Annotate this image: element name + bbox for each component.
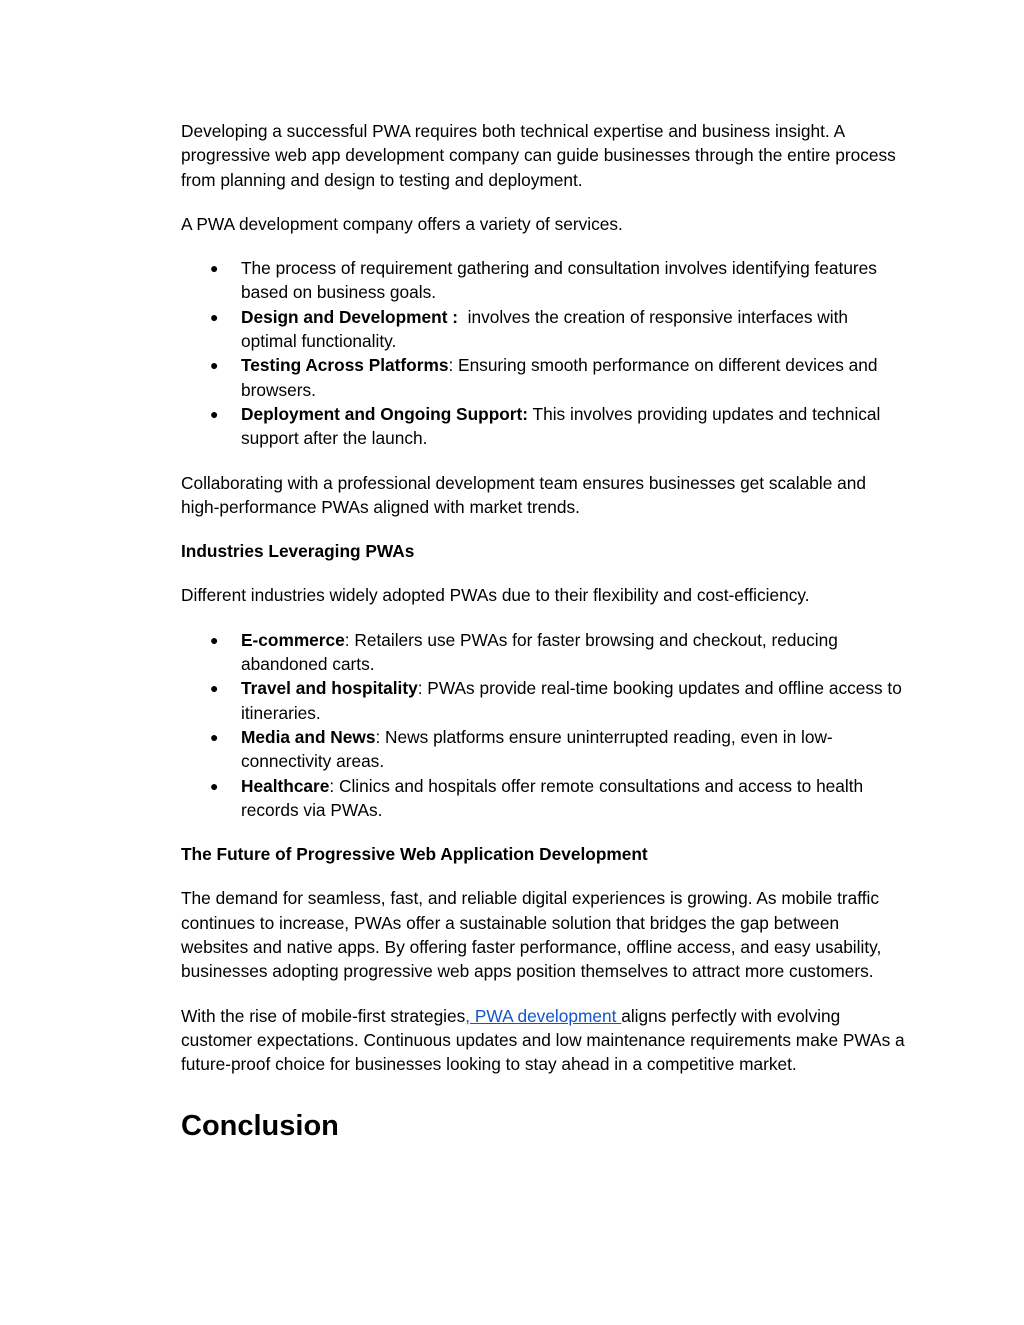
bullet-icon: ●	[210, 777, 219, 794]
collab-paragraph: Collaborating with a professional development team ensures businesses get scalable and high-performance PWAs aligned with market trends.	[181, 472, 866, 517]
intro-paragraph: Developing a successful PWA requires both technical expertise and business insight. A progressive web app development company can guide businesses through the entire process from planning and design to testing and deployment.	[181, 121, 896, 190]
conclusion-heading: Conclusion	[181, 1109, 339, 1142]
list-item-text: : Ensuring smooth performance on different devices and browsers.	[241, 355, 878, 400]
list-item-text: This involves providing updates and technical support after the launch.	[241, 403, 881, 449]
list-item-text: : News platforms ensure uninterrupted reading, even in low-connectivity areas.	[241, 726, 833, 772]
list-item-title: Design and Development :	[241, 306, 459, 327]
list-item	[181, 305, 905, 354]
bullet-icon: ●	[210, 631, 219, 648]
list-item-title: Travel and hospitality	[241, 678, 418, 699]
future-paragraph-link	[181, 1004, 905, 1077]
industries-intro: Different industries widely adopted PWAs due to their flexibility and cost-efficiency.	[181, 585, 810, 606]
list-item-title: Testing Across Platforms	[241, 355, 449, 376]
industries-list	[181, 628, 905, 822]
list-item-title: Media and News	[241, 726, 376, 747]
future-paragraph: The demand for seamless, fast, and reliable digital experiences is growing. As mobile traffic continues to increase, PWAs offer a sustainable solution that bridges the gap between websites and native apps. By offering faster performance, offline access, and easy usability, businesses adopting progressive web apps position themselves to attract more customers.	[181, 888, 882, 982]
list-item	[181, 725, 905, 774]
list-item	[181, 402, 905, 451]
list-item-text: : PWAs provide real-time booking updates and offline access to itineraries.	[241, 678, 902, 723]
list-item-title: Healthcare	[241, 775, 330, 796]
bullet-icon: ●	[210, 728, 219, 745]
industries-heading: Industries Leveraging PWAs	[181, 541, 415, 562]
list-item	[181, 628, 905, 677]
pwa-development-link[interactable]: , PWA development	[465, 1005, 622, 1026]
bullet-icon: ●	[210, 405, 219, 422]
paragraph-text: aligns perfectly with evolving customer expectations. Continuous updates and low maintenance requirements make PWAs a future-proof choice for businesses looking to stay ahead in a competitive market.	[181, 1005, 905, 1075]
bullet-icon: ●	[210, 357, 219, 374]
list-item	[181, 256, 905, 305]
list-item-title: Deployment and Ongoing Support:	[241, 403, 529, 424]
bullet-icon: ●	[210, 680, 219, 697]
list-item	[181, 774, 905, 823]
list-item-text: involves the creation of responsive interfaces with optimal functionality.	[241, 306, 853, 352]
list-item	[181, 353, 905, 402]
list-item-title: E-commerce	[241, 629, 345, 650]
list-item-text: : Retailers use PWAs for faster browsing and checkout, reducing abandoned carts.	[241, 629, 838, 675]
bullet-icon: ●	[210, 308, 219, 325]
future-heading: The Future of Progressive Web Application Development	[181, 844, 648, 865]
document-page	[181, 119, 905, 1143]
bullet-icon: ●	[210, 260, 219, 277]
list-item-text: The process of requirement gathering and consultation involves identifying features based on business goals.	[241, 258, 877, 303]
services-list	[181, 256, 905, 450]
paragraph-text: With the rise of mobile-first strategies	[181, 1005, 466, 1026]
list-item-text: : Clinics and hospitals offer remote consultations and access to health records via PWAs.	[241, 775, 864, 820]
services-intro: A PWA development company offers a variety of services.	[181, 213, 623, 234]
list-item	[181, 676, 905, 725]
